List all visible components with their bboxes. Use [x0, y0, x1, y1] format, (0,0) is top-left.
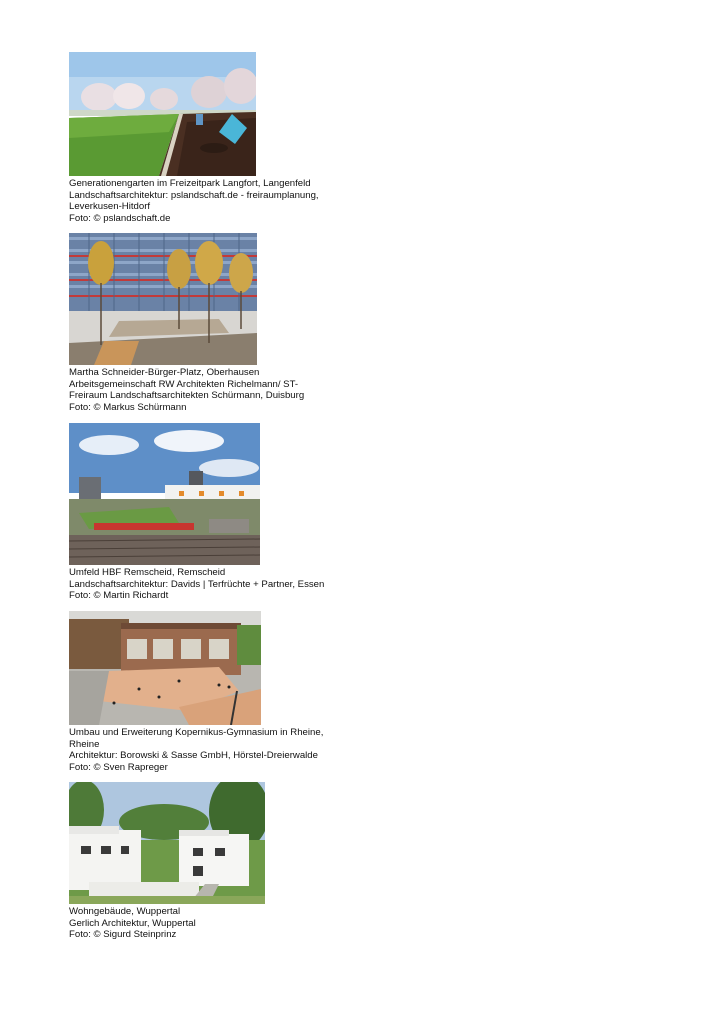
- caption-3: [69, 567, 324, 602]
- station-image: [69, 423, 260, 565]
- entry-1: [69, 52, 319, 224]
- caption-architect: Arbeitsgemeinschaft RW Architekten Richelmann/ ST-: [69, 378, 299, 390]
- entry-2: [69, 233, 304, 413]
- caption-photo-credit: Foto: © Martin Richardt: [69, 590, 169, 602]
- entry-4: [69, 611, 323, 773]
- caption-5: [69, 906, 265, 941]
- park-image: [69, 52, 256, 176]
- caption-title-cont: Rheine: [69, 738, 100, 750]
- caption-architect: Landschaftsarchitektur: Davids | Terfrüchte + Partner, Essen: [69, 578, 325, 590]
- houses-image: [69, 782, 265, 904]
- photo-generationengarten: [69, 52, 256, 176]
- caption-title: Generationengarten im Freizeitpark Langfort, Langenfeld: [69, 178, 311, 189]
- caption-title: Martha Schneider-Bürger-Platz, Oberhausen: [69, 367, 260, 378]
- entry-3: [69, 423, 324, 602]
- school-image: [69, 611, 261, 725]
- caption-architect-cont: Freiraum Landschaftsarchitekten Schürmann, Duisburg: [69, 390, 305, 402]
- caption-photo-credit: Foto: © Sven Rapreger: [69, 761, 168, 773]
- photo-martha-schneider-platz: [69, 233, 257, 365]
- caption-architect: Gerlich Architektur, Wuppertal: [69, 917, 196, 929]
- plaza-image: [69, 233, 257, 365]
- caption-photo-credit: Foto: © pslandschaft.de: [69, 212, 171, 224]
- caption-architect-cont: Leverkusen-Hitdorf: [69, 201, 151, 213]
- caption-title: Umfeld HBF Remscheid, Remscheid: [69, 567, 226, 578]
- caption-photo-credit: Foto: © Markus Schürmann: [69, 401, 187, 413]
- caption-architect: Architektur: Borowski & Sasse GmbH, Hörstel-Dreierwalde: [69, 750, 318, 762]
- caption-2: [69, 367, 304, 413]
- caption-title: Wohngebäude, Wuppertal: [69, 906, 181, 917]
- entry-5: [69, 782, 265, 941]
- caption-architect: Landschaftsarchitektur: pslandschaft.de - freiraumplanung,: [69, 189, 319, 201]
- caption-4: [69, 727, 323, 773]
- photo-kopernikus-gymnasium: [69, 611, 261, 725]
- caption-1: [69, 178, 319, 224]
- caption-photo-credit: Foto: © Sigurd Steinprinz: [69, 929, 177, 941]
- photo-wohngebaeude-wuppertal: [69, 782, 265, 904]
- photo-hbf-remscheid: [69, 423, 260, 565]
- caption-title: Umbau und Erweiterung Kopernikus-Gymnasium in Rheine,: [69, 727, 324, 738]
